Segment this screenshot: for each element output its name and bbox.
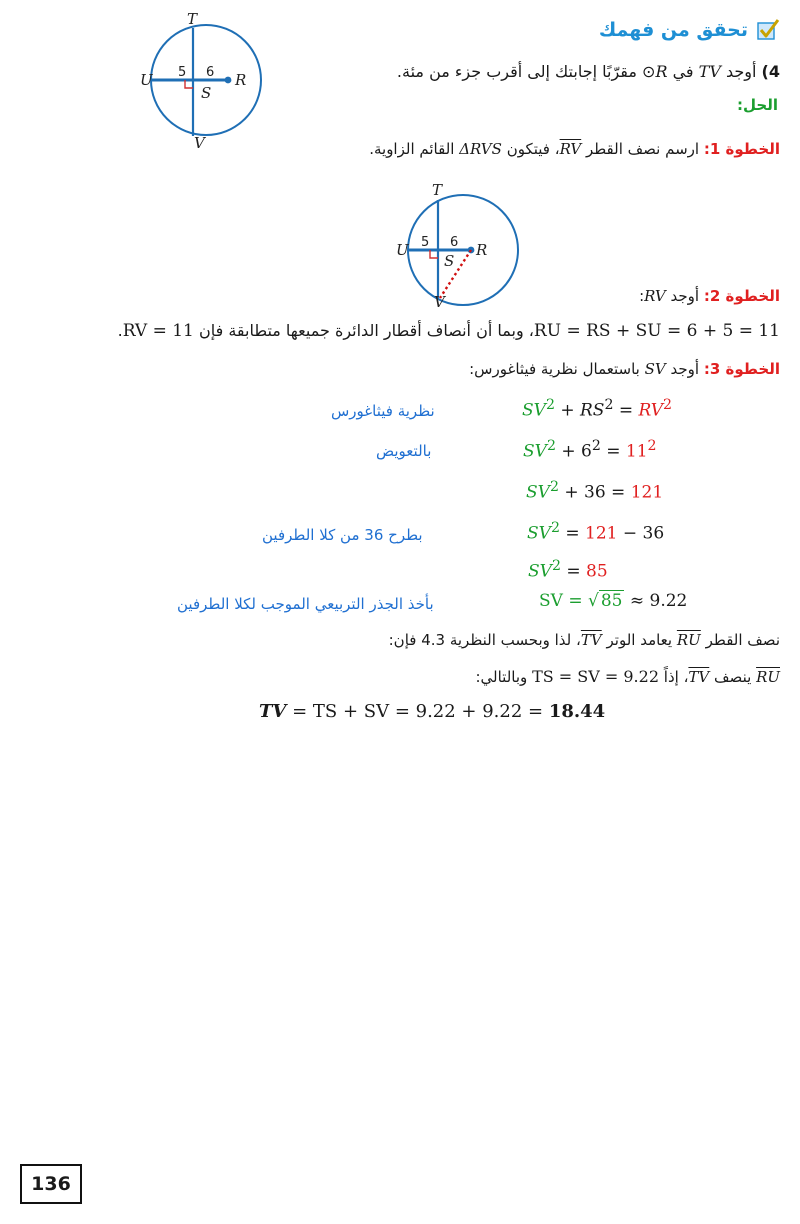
bisect-eq: TS = SV = 9.22 [532, 667, 659, 686]
problem-text-mid: في [672, 62, 694, 81]
checkbox-icon [756, 18, 780, 42]
equation-2: $SV^2 + 6^2 = 11^2$ [523, 438, 657, 462]
label-V-mid: V [434, 293, 445, 308]
equation-6: SV = √ 85 ≈ 9.22 [539, 591, 688, 611]
bisect-seg1: RU [756, 668, 780, 686]
bisect-text1: ينصف [714, 668, 752, 686]
problem-text-after: مقرّبًا إجابتك إلى أقرب جزء من مئة. [396, 62, 637, 81]
step-1-text3: القائم الزاوية. [369, 140, 455, 158]
equation-4: $SV^2 = 121 - 36$ [527, 520, 665, 544]
step-2-label: الخطوة 2: [703, 287, 780, 305]
final-mid: = TS + SV = 9.22 + 9.22 = [286, 701, 549, 722]
diagram-circle-mid [368, 180, 533, 308]
equation-5: $SV^2 = 85$ [528, 558, 608, 582]
step-3-text2: باستعمال نظرية فيثاغورس: [469, 360, 640, 378]
radius-eq1: RU = RS + SU = 6 + 5 = 11 [533, 321, 780, 341]
check-understanding-header [599, 18, 780, 42]
step-1-seg: RV [559, 140, 582, 158]
step-1-label: الخطوة 1: [703, 140, 780, 158]
theorem-seg1: RU [676, 631, 701, 649]
circle-symbol: ⊙ [642, 62, 656, 81]
label-S: S [201, 84, 212, 102]
reason-2: بالتعويض [376, 442, 432, 460]
radius-line [118, 321, 780, 341]
number-us: 5 [178, 65, 187, 80]
step-3-label: الخطوة 3: [703, 360, 780, 378]
page-number: 136 [20, 1164, 82, 1204]
label-U: U [140, 71, 153, 89]
problem-number: 4) [761, 62, 780, 81]
number-sr: 6 [206, 65, 215, 80]
step-3-var: SV [644, 360, 666, 378]
number-us-mid: 5 [421, 235, 430, 250]
problem-statement [397, 62, 780, 81]
step-1-text2: ، فيتكون [506, 140, 560, 158]
bisect-line [475, 667, 780, 686]
circle-name: R [655, 62, 668, 81]
equation-3: $SV^2 + 36 = 121$ [526, 479, 664, 503]
step-1-triangle: ΔRVS [459, 140, 502, 158]
bisect-text3: وبالتالي: [475, 668, 528, 686]
theorem-text3: ، لذا وبحسب النظرية 4.3 فإن: [388, 631, 581, 649]
radius-end: . [117, 321, 123, 340]
step-3-text1: أوجد [670, 360, 700, 378]
theorem-seg2: TV [580, 631, 602, 649]
step-1 [369, 140, 780, 158]
label-V: V [194, 134, 205, 150]
step-2-text: أوجد [670, 287, 700, 305]
reason-1: نظرية فيثاغورس [331, 402, 435, 420]
bisect-seg2: TV [688, 668, 710, 686]
solution-label: الحل: [737, 96, 778, 114]
step-2-var: RV [644, 287, 666, 305]
final-result: 18.44 [548, 701, 606, 722]
label-U-mid: U [396, 241, 409, 259]
problem-text-before: أوجد [725, 62, 757, 81]
final-lhs: TV [259, 701, 287, 722]
number-sr-mid: 6 [450, 235, 459, 250]
reason-6: بأخذ الجذر التربيعي الموجب لكلا الطرفين [177, 595, 434, 613]
radius-eq2: RV = 11 [122, 321, 194, 341]
diagram-circle-top [140, 10, 275, 150]
label-T-mid: T [432, 181, 443, 199]
label-S-mid: S [444, 252, 455, 270]
step-3 [469, 360, 780, 378]
problem-segment: TV [698, 62, 721, 81]
header-title: تحقق من فهمك [598, 19, 748, 41]
theorem-text2: يعامد الوتر [606, 631, 673, 649]
final-answer [259, 701, 605, 722]
label-R: R [235, 71, 247, 89]
theorem-line [389, 631, 780, 649]
step-1-text1: ارسم نصف القطر [585, 140, 700, 158]
label-R-mid: R [476, 241, 488, 259]
label-T: T [187, 10, 198, 28]
step-2-colon: : [639, 287, 645, 305]
theorem-text1: نصف القطر [705, 631, 780, 649]
radius-text: ، وبما أن أنصاف أقطار الدائرة جميعها متطابقة فإن [198, 321, 534, 340]
reason-4: بطرح 36 من كلا الطرفين [262, 526, 423, 544]
bisect-text2: ، إذاً [663, 668, 689, 686]
step-2 [639, 287, 780, 305]
sqrt-radicand: 85 [600, 591, 623, 611]
equation-1: $SV^2 + RS^2 = RV^2$ [522, 397, 673, 421]
